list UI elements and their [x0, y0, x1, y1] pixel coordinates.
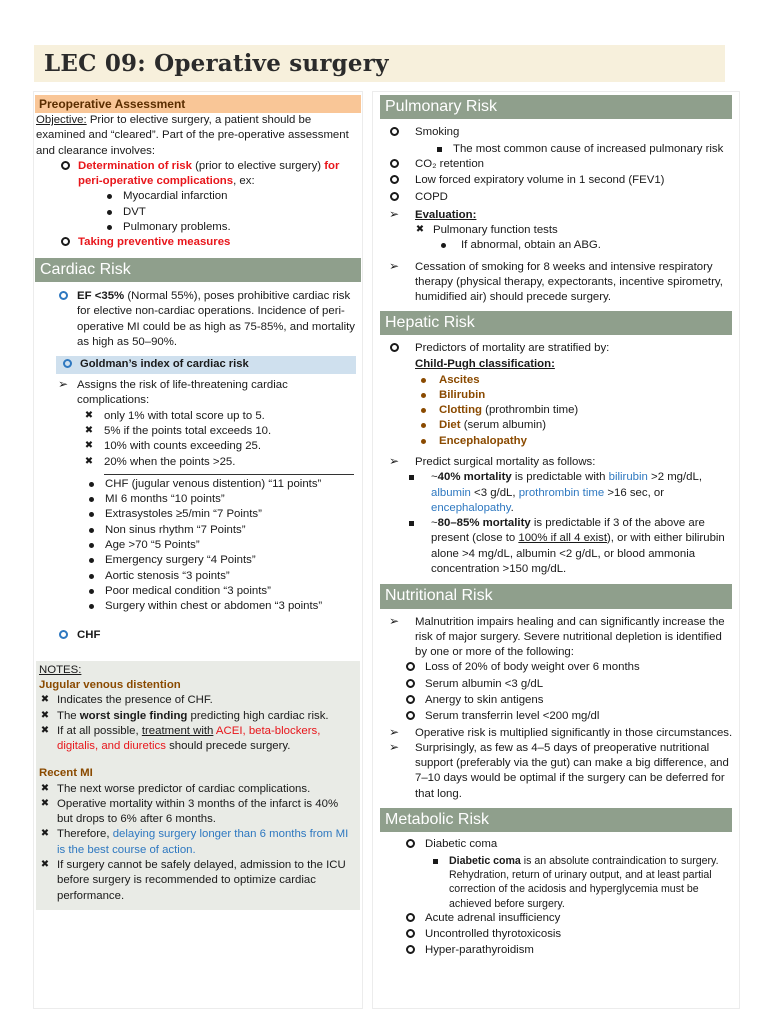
list-item: ✖ Therefore, delaying surgery longer than 6 months from MI is the best course of action.	[40, 828, 349, 856]
circle-bullet-icon	[406, 839, 415, 848]
list-item: Loss of 20% of body weight over 6 months	[403, 660, 733, 676]
list-item: Emergency surgery “4 Points”	[86, 553, 356, 568]
list-item: Extrasystoles ≥5/min “7 Points”	[86, 507, 356, 522]
metabolic-heading: Metabolic Risk	[380, 808, 732, 832]
malnutrition-item: ➢ Malnutrition impairs healing and can significantly increase the risk of major surgery. Severe nutritional depletion is identified by one or more of the following:	[388, 613, 725, 659]
dot-bullet-icon	[421, 408, 426, 413]
square-bullet-icon	[437, 147, 442, 152]
list-item: Bilirubin	[419, 388, 733, 403]
jvd-heading: Jugular venous distention	[39, 678, 181, 691]
dot-bullet-icon	[107, 225, 112, 230]
chf-item: CHF	[56, 628, 356, 644]
circle-bullet-icon	[61, 237, 70, 246]
operative-risk-item: ➢ Operative risk is multiplied significantly in those circumstances.	[388, 724, 733, 739]
list-item: Non sinus rhythm “7 Points”	[86, 523, 356, 538]
circle-bullet-icon	[390, 343, 399, 352]
dot-bullet-icon	[107, 194, 112, 199]
dot-bullet-icon	[421, 378, 426, 383]
divider	[104, 474, 354, 475]
circle-bullet-icon	[63, 359, 72, 368]
dot-bullet-icon	[89, 528, 94, 533]
list-item: If abnormal, obtain an ABG.	[439, 238, 733, 253]
child-pugh-label: Child-Pugh classification:	[415, 358, 555, 371]
list-item: COPD	[387, 190, 733, 206]
square-bullet-icon	[409, 475, 414, 480]
nutritional-heading: Nutritional Risk	[380, 584, 732, 608]
arrow-bullet-icon: ➢	[388, 739, 400, 754]
list-item: DVT	[104, 205, 356, 220]
list-item: Aortic stenosis “3 points”	[86, 569, 356, 584]
goldman-heading: Goldman’s index of cardiac risk	[56, 356, 356, 374]
x-bullet-icon: ✖	[415, 224, 425, 236]
x-bullet-icon: ✖	[40, 709, 50, 721]
nutritional-support-item: ➢ Surprisingly, as few as 4–5 days of preoperative nutritional support (preferably via the gut) can make a big difference, and 7–10 days would be optimal if the surgery can be deferred for that long.	[388, 739, 729, 800]
list-item: Smoking	[387, 125, 733, 141]
dot-bullet-icon	[421, 423, 426, 428]
list-item: ✖ 20% when the points >25.	[84, 455, 236, 468]
arrow-bullet-icon: ➢	[57, 377, 69, 392]
arrow-bullet-icon: ➢	[388, 206, 400, 221]
square-bullet-icon	[433, 859, 438, 864]
x-bullet-icon: ✖	[40, 724, 50, 736]
dot-bullet-icon	[89, 574, 94, 579]
left-column	[33, 91, 363, 1009]
list-item: Uncontrolled thyrotoxicosis	[403, 927, 733, 943]
list-item: Diet (serum albumin)	[419, 418, 733, 433]
circle-bullet-icon	[406, 662, 415, 671]
notes-box: NOTES: Jugular venous distention ✖ Indicates the presence of CHF. ✖ The worst single finding predicting high cardiac risk. ✖ If at all possible, treatment with ACEI, beta-blockers, digitalis, and diuretics should precede surgery. Recent MI ✖ The next worse predictor of cardiac complications. ✖ Operative mortality within 3 months of the infarct is 40% but drops to 6% after 6 months. ✖ Therefore, delaying surgery longer than 6 months from MI is the best course of action. ✖ If surgery cannot be safely delayed, admission to the ICU before surgery is recommended to optimize cardiac performance.	[36, 661, 360, 910]
list-item: Serum albumin <3 g/dL	[403, 677, 733, 693]
circle-bullet-icon	[390, 175, 399, 184]
list-item: The most common cause of increased pulmonary risk	[435, 142, 733, 157]
list-item: Clotting (prothrombin time)	[419, 403, 733, 418]
list-item: ✖ The next worse predictor of cardiac complications.	[40, 782, 311, 795]
cardiac-heading: Cardiac Risk	[35, 258, 361, 282]
x-bullet-icon: ✖	[40, 694, 50, 706]
circle-bullet-icon	[406, 913, 415, 922]
x-bullet-icon: ✖	[84, 455, 94, 467]
circle-bullet-icon	[406, 945, 415, 954]
dot-bullet-icon	[89, 482, 94, 487]
assigns-item: ➢ Assigns the risk of life-threatening cardiac complications:	[57, 377, 288, 407]
evaluation-item: ➢ Evaluation:	[388, 206, 477, 221]
ef-item: EF <35% (Normal 55%), poses prohibitive cardiac risk for elective non-cardiac operations. Incidence of peri-operative MI could be as high as 75-85%, and mortality as high as 50–90%.	[56, 289, 356, 350]
list-item: ✖ Operative mortality within 3 months of the infarct is 40% but drops to 6% after 6 months.	[40, 797, 339, 826]
circle-bullet-icon	[406, 929, 415, 938]
list-item: CO₂ retention	[387, 157, 733, 173]
x-bullet-icon: ✖	[40, 797, 50, 809]
list-item: Age >70 “5 Points”	[86, 538, 356, 553]
x-bullet-icon: ✖	[40, 782, 50, 794]
cessation-item: ➢ Cessation of smoking for 8 weeks and intensive respiratory therapy (physical therapy, expectorants, incentive spirometry, humidified air) should precede surgery.	[388, 258, 723, 304]
diabetic-coma-detail: Diabetic coma is an absolute contraindication to surgery. Rehydration, return of urinary output, and at least partial correction of the acidosis and hyperglycemia must be achieved before surgery.	[431, 854, 733, 911]
x-bullet-icon: ✖	[84, 440, 94, 452]
circle-bullet-icon	[390, 192, 399, 201]
list-item: Hyper-parathyroidism	[403, 943, 733, 959]
dot-bullet-icon	[89, 512, 94, 517]
list-item: Poor medical condition “3 points”	[86, 584, 356, 599]
page-title: LEC 09: Operative surgery	[44, 50, 389, 77]
dot-bullet-icon	[421, 439, 426, 444]
circle-bullet-icon	[406, 711, 415, 720]
dot-bullet-icon	[89, 543, 94, 548]
circle-bullet-icon	[390, 159, 399, 168]
list-item: MI 6 months “10 points”	[86, 492, 356, 507]
arrow-bullet-icon: ➢	[388, 724, 400, 739]
list-item: Diabetic coma	[403, 837, 733, 853]
mortality-80-item: ~80–85% mortality is predictable if 3 of the above are present (close to 100% if all 4 exist), or with either bilirubin alone >4 mg/dL, albumin <2 g/dL, or blood ammonia concentration >150 mg/dL.	[407, 516, 733, 577]
recent-mi-heading: Recent MI	[39, 767, 93, 780]
dot-bullet-icon	[89, 604, 94, 609]
objective-paragraph: Objective: Prior to elective surgery, a patient should be examined and “cleared”. Part of the pre-operative assessment and clearance involves:	[36, 114, 349, 157]
dot-bullet-icon	[89, 589, 94, 594]
list-item: Serum transferrin level <200 mg/dl	[403, 709, 733, 725]
list-item: Low forced expiratory volume in 1 second (FEV1)	[387, 173, 733, 189]
circle-bullet-icon	[406, 679, 415, 688]
x-bullet-icon: ✖	[40, 859, 50, 871]
square-bullet-icon	[409, 521, 414, 526]
hepatic-heading: Hepatic Risk	[380, 311, 732, 335]
predict-item: ➢ Predict surgical mortality as follows:	[388, 453, 596, 468]
list-item: ✖ 5% if the points total exceeds 10.	[84, 425, 272, 438]
mortality-40-item: ~40% mortality is predictable with bilirubin >2 mg/dL, albumin <3 g/dL, prothrombin time >16 sec, or encephalopathy.	[407, 470, 733, 516]
list-item: Myocardial infarction	[104, 189, 356, 204]
pulmonary-heading: Pulmonary Risk	[380, 95, 732, 119]
list-item: Ascites	[419, 373, 733, 388]
arrow-bullet-icon: ➢	[388, 258, 400, 273]
dot-bullet-icon	[107, 210, 112, 215]
list-item: Acute adrenal insufficiency	[403, 911, 733, 927]
x-bullet-icon: ✖	[40, 828, 50, 840]
dot-bullet-icon	[421, 393, 426, 398]
circle-bullet-icon	[59, 291, 68, 300]
list-item: ✖ 10% with counts exceeding 25.	[84, 440, 262, 453]
list-item: Predictors of mortality are stratified by:	[387, 341, 733, 357]
preventive-measures-item: Taking preventive measures	[58, 235, 356, 251]
list-item: ✖ The worst single finding predicting high cardiac risk.	[40, 709, 329, 722]
dot-bullet-icon	[441, 243, 446, 248]
circle-bullet-icon	[59, 630, 68, 639]
x-bullet-icon: ✖	[84, 425, 94, 437]
list-item: ✖ If surgery cannot be safely delayed, admission to the ICU before surgery is recommended to optimize cardiac performance.	[40, 859, 346, 902]
dot-bullet-icon	[89, 558, 94, 563]
list-item: Encephalopathy	[419, 434, 733, 449]
list-item: Pulmonary problems.	[104, 220, 356, 235]
risk-determination-item: Determination of risk (prior to elective surgery) for peri-operative complications, ex:	[58, 159, 356, 190]
list-item: ✖ If at all possible, treatment with ACEI, beta-blockers, digitalis, and diuretics should precede surgery.	[40, 724, 321, 753]
circle-bullet-icon	[406, 695, 415, 704]
list-item: CHF (jugular venous distention) “11 points”	[86, 477, 356, 492]
right-column	[372, 91, 740, 1009]
list-item: ✖ Pulmonary function tests	[415, 224, 558, 237]
title-banner	[34, 45, 725, 82]
x-bullet-icon: ✖	[84, 409, 94, 421]
preop-heading: Preoperative Assessment	[35, 95, 361, 113]
arrow-bullet-icon: ➢	[388, 453, 400, 468]
list-item: Anergy to skin antigens	[403, 693, 733, 709]
list-item: Surgery within chest or abdomen “3 points”	[86, 599, 356, 614]
list-item: ✖ only 1% with total score up to 5.	[84, 409, 265, 422]
circle-bullet-icon	[390, 127, 399, 136]
arrow-bullet-icon: ➢	[388, 613, 400, 628]
dot-bullet-icon	[89, 497, 94, 502]
circle-bullet-icon	[61, 161, 70, 170]
list-item: ✖ Indicates the presence of CHF.	[40, 694, 213, 707]
